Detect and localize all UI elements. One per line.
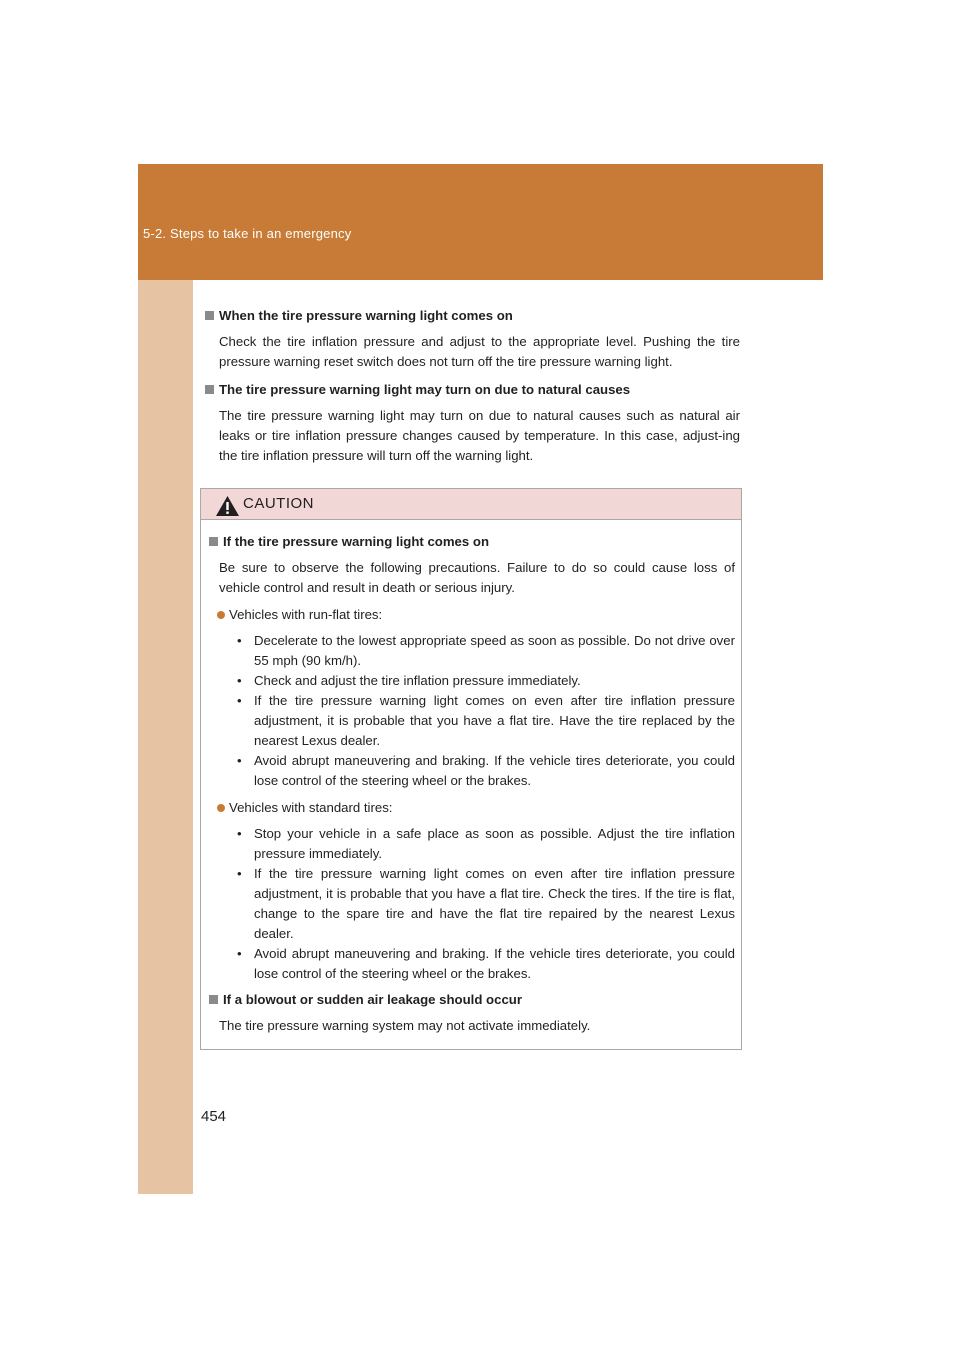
caution-heading: If a blowout or sudden air leakage should occur <box>209 990 735 1010</box>
list-item: • Avoid abrupt maneuvering and braking. If the vehicle tires deteriorate, you could lose control of the steering wheel or the brakes. <box>237 753 735 788</box>
subgroup-title: Vehicles with run-flat tires: <box>217 605 735 625</box>
square-bullet-icon <box>205 385 214 394</box>
side-tab <box>138 164 193 1194</box>
section-heading: The tire pressure warning light may turn on due to natural causes <box>205 380 740 400</box>
caution-intro: Be sure to observe the following precautions. Failure to do so could cause loss of vehicle control and result in death or serious injury. <box>219 560 735 595</box>
page-number: 454 <box>201 1108 227 1125</box>
list-item: • Check and adjust the tire inflation pressure immediately. <box>237 673 581 688</box>
list-item: • If the tire pressure warning light comes on even after tire inflation pressure adjustment, it is probable that you have a flat tire. Have the tire replaced by the nearest Lexus dealer. <box>237 693 735 748</box>
main-content <box>205 306 740 466</box>
list-item: • Avoid abrupt maneuvering and braking. If the vehicle tires deteriorate, you could lose control of the steering wheel or the brakes. <box>237 946 735 981</box>
list-item: • Decelerate to the lowest appropriate speed as soon as possible. Do not drive over 55 mph (90 km/h). <box>237 633 735 668</box>
subgroup-title: Vehicles with standard tires: <box>217 798 735 818</box>
section-text: Check the tire inflation pressure and adjust to the appropriate level. Pushing the tire pressure warning reset switch does not turn off the tire pressure warning light. <box>219 334 740 369</box>
info-section <box>205 380 740 466</box>
caution-header <box>201 489 741 520</box>
list-item: • Stop your vehicle in a safe place as soon as possible. Adjust the tire inflation pressure immediately. <box>237 826 735 861</box>
dot-bullet-icon <box>217 804 225 812</box>
page-header <box>138 164 823 280</box>
caution-title: CAUTION <box>243 495 314 512</box>
caution-body <box>201 520 741 1036</box>
section-text: The tire pressure warning light may turn on due to natural causes such as natural air leaks or tire inflation pressure changes caused by temperature. In this case, adjust-ing the tire inflation pressure will turn off the warning light. <box>219 408 740 463</box>
section-title: 5-2. Steps to take in an emergency <box>143 226 352 241</box>
section-heading: When the tire pressure warning light comes on <box>205 306 740 326</box>
warning-triangle-icon <box>215 495 240 517</box>
square-bullet-icon <box>209 537 218 546</box>
list-item: • If the tire pressure warning light comes on even after tire inflation pressure adjustment, it is probable that you have a flat tire. Check the tires. If the tire is flat, change to the spare tire and have the flat tire repaired by the nearest Lexus dealer. <box>237 866 735 941</box>
info-section <box>205 306 740 372</box>
caution-heading: If the tire pressure warning light comes on <box>209 532 735 552</box>
square-bullet-icon <box>205 311 214 320</box>
dot-bullet-icon <box>217 611 225 619</box>
square-bullet-icon <box>209 995 218 1004</box>
caution-text: The tire pressure warning system may not activate immediately. <box>219 1018 591 1033</box>
caution-box <box>200 488 742 1050</box>
